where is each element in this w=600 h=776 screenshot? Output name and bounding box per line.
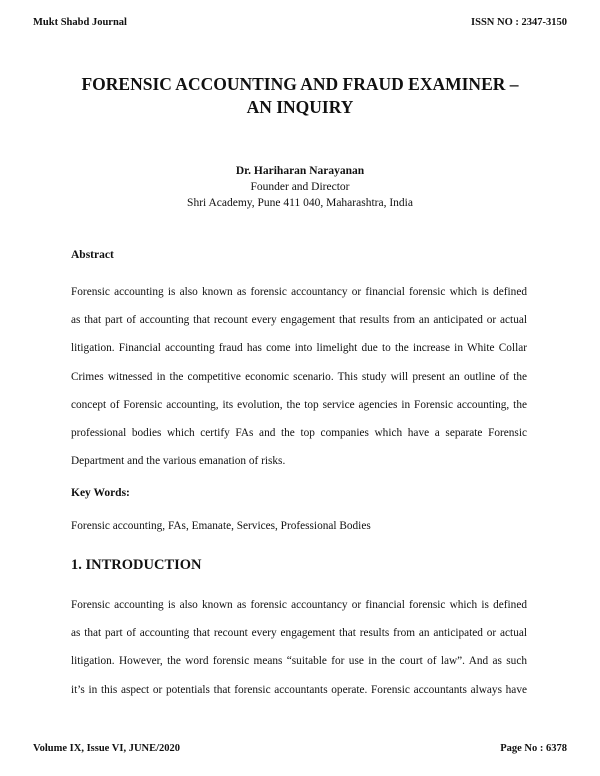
abstract-heading: Abstract [71, 249, 114, 261]
abstract-line: Forensic accounting is also known as forensic accountancy or financial forensic which is defined [71, 286, 527, 298]
volume-issue: Volume IX, Issue VI, JUNE/2020 [33, 743, 181, 754]
introduction-line: Forensic accounting is also known as forensic accountancy or financial forensic which is defined [71, 599, 527, 611]
abstract-line: concept of Forensic accounting, its evolution, the top service agencies in Forensic accounting, the [71, 398, 527, 411]
abstract-line: as that part of accounting that recount every engagement that results from an anticipated or actual [71, 314, 527, 327]
paper-title-line-1: FORENSIC ACCOUNTING AND FRAUD EXAMINER – [81, 74, 519, 94]
journal-name: Mukt Shabd Journal [33, 17, 127, 28]
introduction-line: as that part of accounting that recount every engagement that results from an anticipated or actual [71, 627, 527, 640]
introduction-line: litigation. However, the word forensic means “suitable for use in the court of law”. And as such [71, 655, 527, 668]
introduction-paragraph [71, 597, 527, 710]
author-affiliation: Shri Academy, Pune 411 040, Maharashtra, India [187, 197, 413, 209]
author-name: Dr. Hariharan Narayanan [235, 165, 365, 177]
paper-title-line-2: AN INQUIRY [246, 97, 354, 117]
author-role: Founder and Director [250, 181, 350, 193]
abstract-line: professional bodies which certify FAs and the top companies which have a separate Forensic [71, 426, 527, 439]
keywords-list: Forensic accounting, FAs, Emanate, Services, Professional Bodies [71, 520, 371, 532]
keywords-heading: Key Words: [71, 487, 130, 499]
abstract-line: Crimes witnessed in the competitive economic scenario. This study will present an outline of the [71, 370, 527, 383]
abstract-line: litigation. Financial accounting fraud has come into limelight due to the increase in White Collar [71, 342, 527, 355]
introduction-heading: 1. INTRODUCTION [71, 557, 202, 573]
abstract-paragraph [71, 284, 527, 481]
issn-number: ISSN NO : 2347-3150 [471, 17, 567, 28]
introduction-line: it’s in this aspect or potentials that forensic accountants operate. Forensic accountants always have [71, 683, 527, 696]
page-number: Page No : 6378 [500, 743, 567, 754]
abstract-line: Department and the various emanation of risks. [71, 455, 286, 468]
